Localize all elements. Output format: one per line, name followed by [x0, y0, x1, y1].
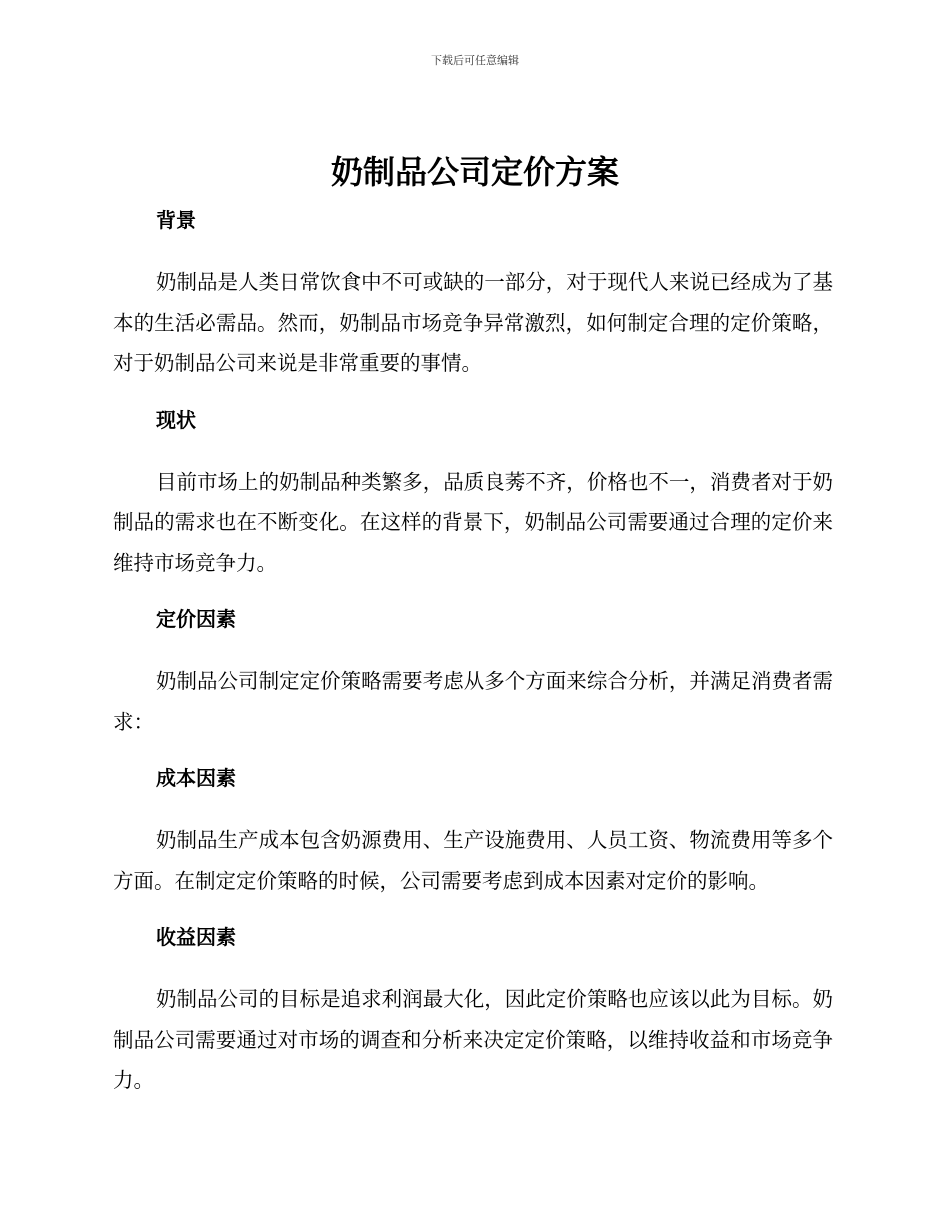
section-heading-background: 背景 — [156, 208, 196, 232]
document-title: 奶制品公司定价方案 — [330, 153, 619, 191]
section-paragraph-background: 奶制品是人类日常饮食中不可或缺的一部分，对于现代人来说已经成为了基本的生活必需品。然而，奶制品市场竞争异常激烈，如何制定合理的定价策略，对于奶制品公司来说是非常重要的事情。 — [113, 270, 833, 375]
section-heading-cost-factors: 成本因素 — [156, 766, 236, 790]
document-body — [113, 204, 833, 1101]
section-paragraph-pricing-factors: 奶制品公司制定定价策略需要考虑从多个方面来综合分析，并满足消费者需求： — [113, 669, 833, 734]
section-paragraph-current-status: 目前市场上的奶制品种类繁多，品质良莠不齐，价格也不一，消费者对于奶制品的需求也在不断变化。在这样的背景下，奶制品公司需要通过合理的定价来维持市场竞争力。 — [113, 469, 833, 575]
section-paragraph-cost-factors: 奶制品生产成本包含奶源费用、生产设施费用、人员工资、物流费用等多个方面。在制定定价策略的时候，公司需要考虑到成本因素对定价的影响。 — [113, 828, 833, 893]
section-heading-pricing-factors: 定价因素 — [156, 607, 236, 631]
section-paragraph-revenue-factors: 奶制品公司的目标是追求利润最大化，因此定价策略也应该以此为目标。奶制品公司需要通过对市场的调查和分析来决定定价策略，以维持收益和市场竞争力。 — [113, 987, 833, 1092]
section-heading-current-status: 现状 — [156, 407, 196, 432]
page-header-note: 下载后可任意编辑 — [431, 54, 519, 67]
section-heading-revenue-factors: 收益因素 — [156, 925, 236, 949]
